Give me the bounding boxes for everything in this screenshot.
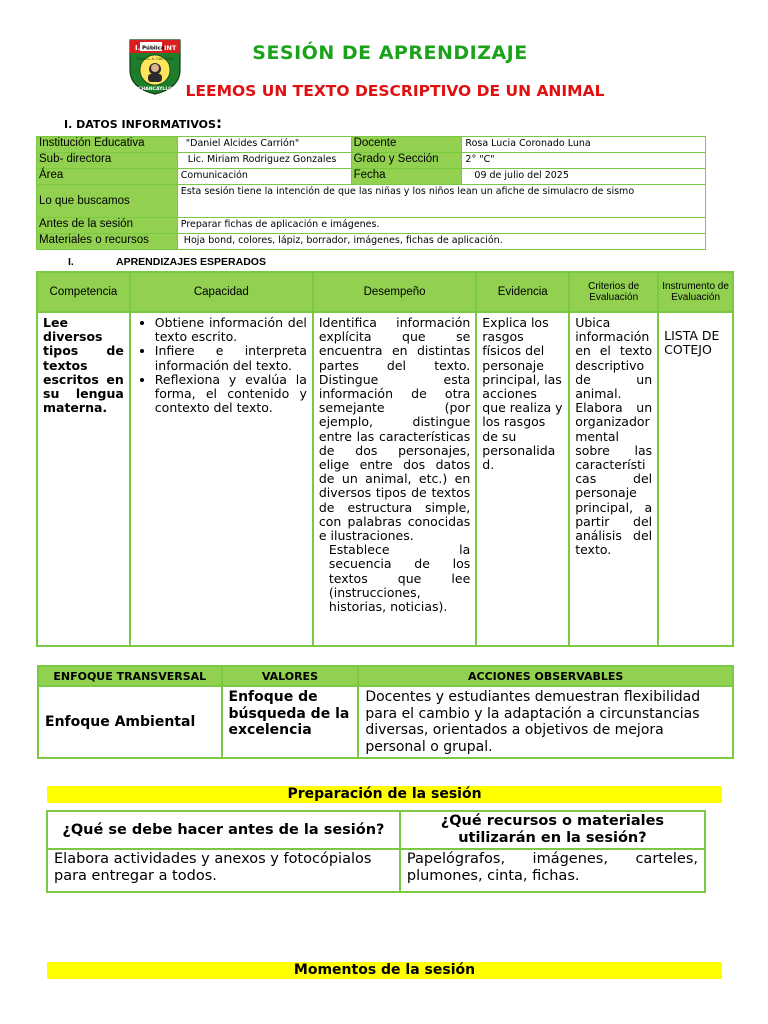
aprendizajes-table bbox=[36, 271, 734, 647]
table-header-row bbox=[38, 666, 733, 686]
col-evidencia: Evidencia bbox=[476, 272, 569, 312]
list-item: • Infiere e interpreta información del texto. bbox=[155, 344, 307, 372]
antes-label: Antes de la sesión bbox=[37, 218, 178, 234]
list-item: • Reflexiona y evalúa la forma, el contenido y contexto del texto. bbox=[155, 373, 307, 416]
section-heading-colon: : bbox=[215, 114, 222, 132]
table-row bbox=[37, 169, 706, 185]
col-valores: VALORES bbox=[222, 666, 359, 686]
enfoque-table bbox=[37, 665, 734, 759]
document-title: SESIÓN DE APRENDIZAJE bbox=[252, 42, 528, 64]
table-row bbox=[38, 686, 733, 758]
docente-label: Docente bbox=[351, 137, 462, 153]
table-row bbox=[37, 312, 733, 646]
evidencia-cell: Explica los rasgos físicos del personaje principal, las acciones que realiza y los rasgos de su personalida d. bbox=[476, 312, 569, 646]
preparacion-a1: Elabora actividades y anexos y fotocópialos para entregar a todos. bbox=[47, 849, 400, 892]
table-row bbox=[37, 234, 706, 250]
grado-value: 2° "C" bbox=[462, 153, 706, 169]
preparacion-q2: ¿Qué recursos o materiales utilizarán en la sesión? bbox=[400, 811, 705, 849]
docente-value: Rosa Lucia Coronado Luna bbox=[462, 137, 706, 153]
table-row bbox=[47, 849, 705, 892]
col-capacidad: Capacidad bbox=[130, 272, 313, 312]
institucion-value: "Daniel Alcides Carrión" bbox=[177, 137, 351, 153]
logo-badge-text: Pública bbox=[142, 45, 165, 52]
table-row bbox=[37, 218, 706, 234]
enfoque-valor: Enfoque de búsqueda de la excelencia bbox=[222, 686, 359, 758]
section-heading-datos bbox=[64, 114, 222, 132]
list-item: • Obtiene información del texto escrito. bbox=[155, 316, 307, 344]
area-value: Comunicación bbox=[177, 169, 351, 185]
capacidad-cell bbox=[130, 312, 313, 646]
col-acciones: ACCIONES OBSERVABLES bbox=[358, 666, 733, 686]
fecha-label: Fecha bbox=[351, 169, 462, 185]
grado-label: Grado y Sección bbox=[351, 153, 462, 169]
section-heading-datos-text: I. DATOS INFORMATIVOS bbox=[64, 118, 216, 131]
desempeno-text-1: Identifica información explícita que se encuentra en distintas partes del texto. Distingue esta información de otra semejante (por ejemplo, distingue entre las características de dos personajes, elige entre dos datos de un animal, etc.) en diversos tipos de textos de estructura simple, con palabras conocidas e ilustraciones. bbox=[318, 315, 471, 544]
subdirectora-label: Sub- directora bbox=[37, 153, 178, 169]
subdirectora-value: Lic. Miriam Rodriguez Gonzales bbox=[177, 153, 351, 169]
buscamos-value: Esta sesión tiene la intención de que las niñas y los niños lean un afiche de simulacro de sismo bbox=[177, 185, 705, 218]
materiales-value: Hoja bond, colores, lápiz, borrador, imágenes, fichas de aplicación. bbox=[177, 234, 705, 250]
col-criterios: Criterios de Evaluación bbox=[569, 272, 658, 312]
institucion-label: Institución Educativa bbox=[37, 137, 178, 153]
table-header-row bbox=[37, 272, 733, 312]
table-row bbox=[37, 137, 706, 153]
area-label: Área bbox=[37, 169, 178, 185]
preparacion-title: Preparación de la sesión bbox=[47, 786, 722, 803]
preparacion-q1: ¿Qué se debe hacer antes de la sesión? bbox=[47, 811, 400, 849]
desempeno-text-2: Establece la secuencia de los textos que lee (instrucciones, historias, noticias). bbox=[328, 542, 471, 615]
antes-value: Preparar fichas de aplicación e imágenes. bbox=[177, 218, 705, 234]
competencia-cell: Lee diversos tipos de textos escritos en su lengua materna. bbox=[37, 312, 130, 646]
criterios-cell: Ubica información en el texto descriptivo de un animal. Elabora un organizador mental sobre las característi cas del personaje principal, a partir del análisis del texto. bbox=[569, 312, 658, 646]
table-header-row bbox=[47, 811, 705, 849]
enfoque-acciones: Docentes y estudiantes demuestran flexibilidad para el cambio y la adaptación a circunstancias diversas, orientados a objetivos de mejora personal o grupal. bbox=[358, 686, 733, 758]
table-row bbox=[37, 153, 706, 169]
col-competencia: Competencia bbox=[37, 272, 130, 312]
datos-informativos-table bbox=[36, 136, 706, 250]
momentos-title: Momentos de la sesión bbox=[47, 962, 722, 979]
fecha-value: 09 de julio del 2025 bbox=[462, 169, 706, 185]
buscamos-label: Lo que buscamos bbox=[37, 185, 178, 218]
instrumento-cell: LISTA DE COTEJO bbox=[658, 312, 733, 646]
col-desempeno: Desempeño bbox=[313, 272, 476, 312]
logo-arc-text: "DANIEL A. CARRIÓN" bbox=[135, 57, 175, 61]
capacidad-list bbox=[131, 316, 307, 415]
logo-bottom-text: CHANCAYLLO bbox=[137, 87, 173, 92]
section-heading-aprendizajes bbox=[68, 256, 266, 268]
section-heading-aprendizajes-text: APRENDIZAJES ESPERADOS bbox=[116, 256, 266, 268]
col-instrumento: Instrumento de Evaluación bbox=[658, 272, 733, 312]
desempeno-cell bbox=[313, 312, 476, 646]
col-enfoque: ENFOQUE TRANSVERSAL bbox=[38, 666, 222, 686]
preparacion-a2: Papelógrafos, imágenes, carteles, plumones, cinta, fichas. bbox=[400, 849, 705, 892]
enfoque-name: Enfoque Ambiental bbox=[38, 686, 222, 758]
preparacion-table bbox=[46, 810, 706, 893]
document-subtitle: LEEMOS UN TEXTO DESCRIPTIVO DE UN ANIMAL bbox=[185, 82, 605, 100]
table-row bbox=[37, 185, 706, 218]
logo-top-text: I.E bbox=[135, 44, 146, 52]
logo-right-text: INT bbox=[164, 44, 177, 52]
section-number: I. bbox=[68, 256, 74, 268]
materiales-label: Materiales o recursos bbox=[37, 234, 178, 250]
